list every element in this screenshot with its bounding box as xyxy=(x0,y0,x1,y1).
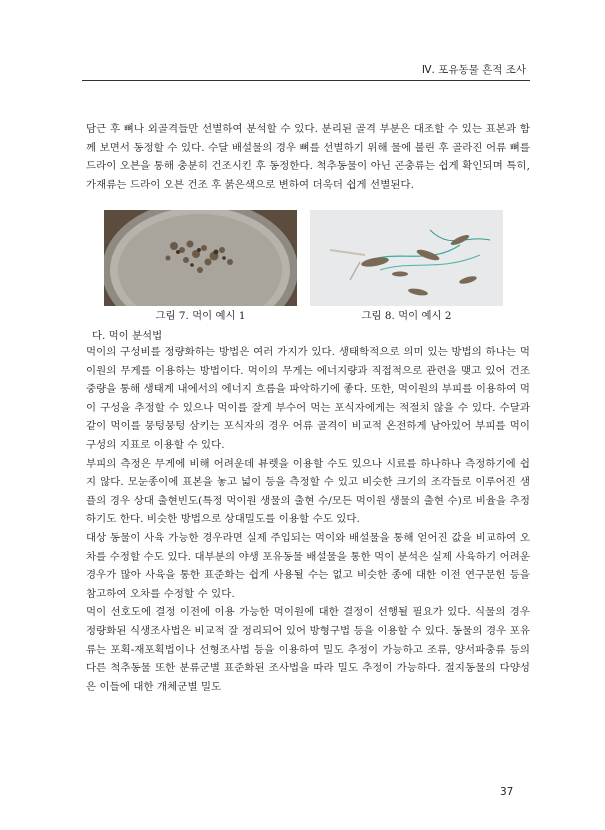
chapter-title: Ⅳ. 포유동물 흔적 조사 xyxy=(421,64,526,76)
sieve-photo-illustration xyxy=(104,210,297,306)
figure-7-photo-sieve-remains xyxy=(104,210,297,306)
section-heading: 다. 먹이 분석법 xyxy=(92,330,163,342)
figure-8-photo-fish-remains xyxy=(310,210,503,306)
page-header xyxy=(82,62,530,78)
header-divider xyxy=(82,80,530,81)
figure-8-caption: 그림 8. 먹이 예시 2 xyxy=(361,310,452,322)
body-paragraph-2: 먹이의 구성비를 정량화하는 방법은 여러 가지가 있다. 생태학적으로 의미 있는 방법의 하나는 먹이원의 무게를 이용하는 방법이다. 먹이의 무게는 에너지량과 직접적으로 관련을 맺고 있어 건조 중량을 통해 생태계 내에서의 에너지 흐름을 파악하기에 좋다. 또한, 먹이원의 부피를 이용하여 먹이 구성을 추정할 수 있으나 먹이를 잘게 부수어 먹는 포식자에게는 적절치 않을 수 있다. 수달과 같이 먹이를 뭉텅뭉텅 삼키는 포식자의 경우 어류 골격이 비교적 온전하게 남아있어 부피를 먹이 구성의 지표로 이용할 수 있다. 부피의 측정은 무게에 비해 어려운데 뷰렛을 이용할 수도 있으나 시료를 하나하나 측정하기에 쉽지 않다. 모눈종이에 표본을 놓고 넓이 등을 측정할 수 있고 비슷한 크기의 조각들로 이루어진 샘플의 경우 상대 출현빈도(특정 먹이원 생물의 출현 수/모든 먹이원 생물의 출현 수)로 비율을 추정하기도 한다. 비슷한 방법으로 상대밀도를 이용할 수도 있다. 대상 동물이 사육 가능한 경우라면 실제 주입되는 먹이와 배설물을 통해 얻어진 값을 비교하여 오차를 수정할 수도 있다. 대부분의 야생 포유동물 배설물을 통한 먹이 분석은 실제 사육하기 어려운 경우가 많아 사육을 통한 표준화는 쉽게 사용될 수는 없고 비슷한 종에 대한 이전 연구문헌 등을 참고하여 오차를 수정할 수 있다. 먹이 선호도에 결정 이전에 이용 가능한 먹이원에 대한 결정이 선행될 필요가 있다. 식물의 경우 정량화된 식생조사법은 비교적 잘 정리되어 있어 방형구법 등을 이용할 수 있다. 동물의 경우 포유류는 포획-재포획법이나 선형조사법 등을 이용하여 밀도 추정이 가능하고 조류, 양서파충류 등의 다른 척추동물 또한 분류군별 표준화된 조사법을 따라 밀도 추정이 가능하다. 절지동물의 다양성은 이들에 대한 개체군별 밀도 xyxy=(86,346,530,693)
fish-remains-photo-illustration xyxy=(310,210,503,306)
figure-7-caption: 그림 7. 먹이 예시 1 xyxy=(155,310,246,322)
page-number: 37 xyxy=(500,786,514,798)
body-paragraph-1: 담근 후 뼈나 외골격들만 선별하여 분석할 수 있다. 분리된 골격 부분은 대조할 수 있는 표본과 함께 보면서 동정할 수 있다. 수달 배설물의 경우 뼈를 선별하기 위해 물에 불린 후 골라진 어류 뼈를 드라이 오븐을 통해 충분히 건조시킨 후 동정한다. 척추동물이 아닌 곤충류는 쉽게 확인되며 특히, 가재류는 드라이 오븐 건조 후 붉은색으로 변하여 더욱더 쉽게 선별된다. xyxy=(86,123,530,191)
